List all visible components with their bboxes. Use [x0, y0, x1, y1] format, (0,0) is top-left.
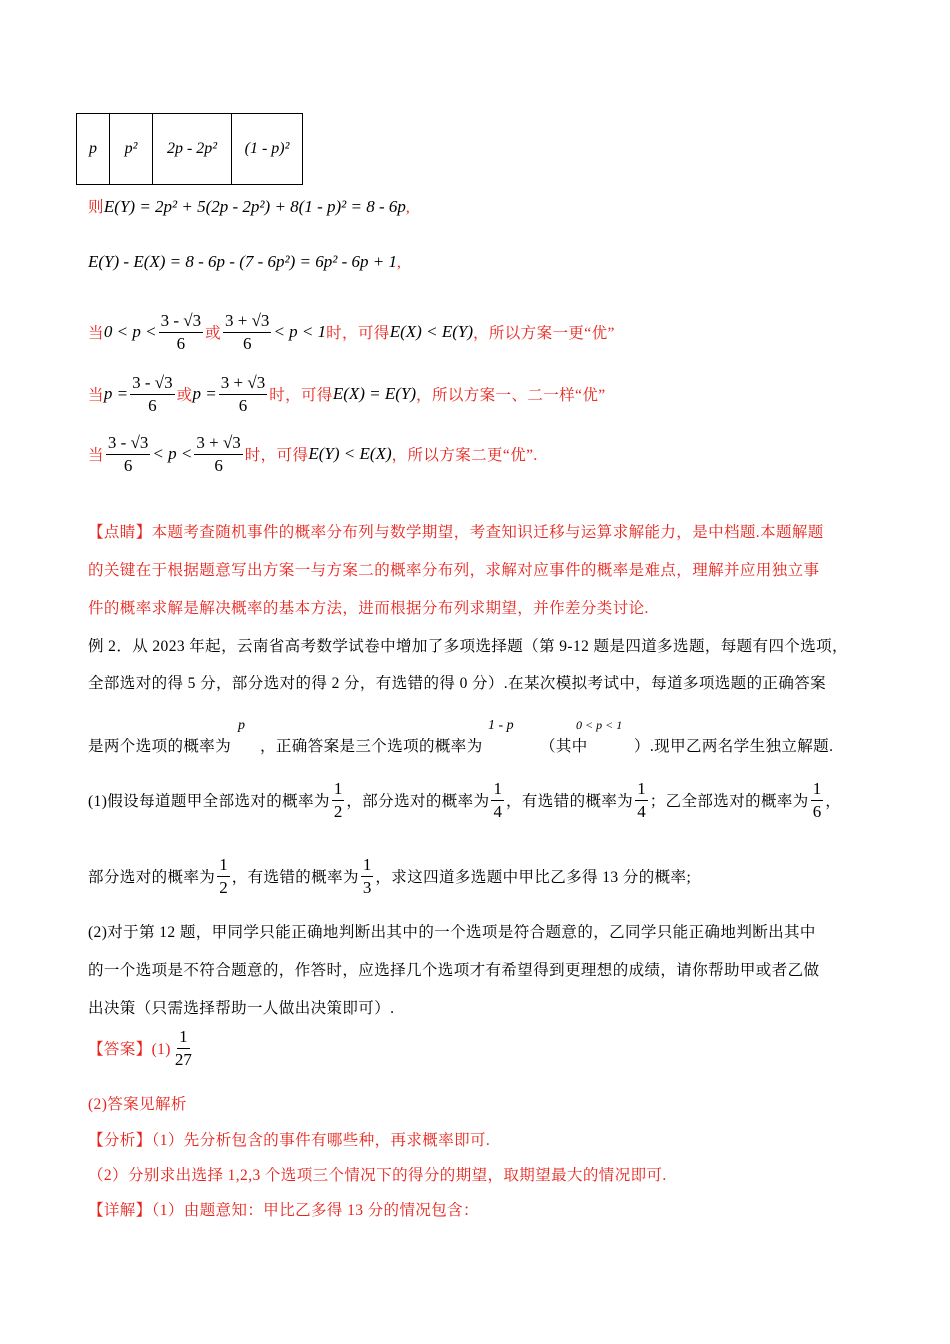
text-q1-line2-c: ，求这四道多选题中甲比乙多得 13 分的概率; — [375, 869, 692, 887]
fraction-3-plus-sqrt3-over-6: $\frac{3 + √3}{6}$ — [196, 433, 241, 475]
text-dang: 当 — [88, 325, 104, 343]
answer-label: 【答案】(1) — [88, 1041, 171, 1059]
text-q1-c: ，有选错的概率为 — [505, 793, 634, 811]
fraction-1-2: $\frac{1}{2}$ — [219, 855, 228, 897]
case-two-line — [88, 374, 606, 415]
text-independent: ）.现甲乙两名学生独立解题. — [634, 738, 834, 755]
question-1-line-1 — [88, 780, 841, 821]
case-three-line — [88, 434, 538, 475]
text-ze: 则 — [88, 199, 104, 216]
formula-range-end: < p < 1 — [273, 322, 327, 342]
fraction-3-minus-sqrt3-over-6: $\frac{3 - √3}{6}$ — [132, 373, 173, 415]
expectation-y-line — [88, 195, 410, 217]
text-comma: , — [397, 254, 402, 271]
fraction-1-4: $\frac{1}{4}$ — [637, 779, 646, 821]
fraction-3-plus-sqrt3-over-6: $\frac{3 + √3}{6}$ — [220, 373, 266, 415]
text-shi-kede: 时，可得 — [269, 387, 333, 405]
case-one-line — [88, 312, 615, 353]
question-2-line-2: 的一个选项是不符合题意的，作答时，应选择几个选项才有希望得到更理想的成绩，请你帮助甲或者乙做 — [88, 962, 820, 979]
answer-line — [88, 1028, 196, 1069]
example-line-3 — [88, 718, 858, 758]
comment-line-3: 件的概率求解是解决概率的基本方法，进而根据分布列求期望，并作差分类讨论. — [88, 600, 649, 617]
table-cell: p — [77, 114, 110, 185]
table-cell: p² — [110, 114, 153, 185]
detail-line-1: 【详解】（1）由题意知：甲比乙多得 13 分的情况包含： — [88, 1202, 479, 1219]
formula-ey-minus-ex: E(Y) - E(X) = 8 - 6p - (7 - 6p²) = 6p² - 6p + 1 — [88, 252, 397, 271]
answer-part-2: (2)答案见解析 — [88, 1096, 187, 1113]
table-row — [77, 114, 303, 185]
text-conclusion: ，所以方案一、二一样“优” — [416, 387, 606, 405]
formula-ey: E(Y) = 2p² + 5(2p - 2p²) + 8(1 - p)² = 8 - 6p — [103, 197, 406, 216]
table-cell: (1 - p)² — [232, 114, 303, 185]
formula-range-start: 0 < p < — [103, 322, 157, 342]
table-cell: 2p - 2p² — [153, 114, 232, 185]
text-where: （其中 — [540, 738, 588, 755]
distribution-table — [76, 113, 303, 185]
formula-range-mid: < p < — [152, 444, 193, 464]
analysis-line-2: （2）分别求出选择 1,2,3 个选项三个情况下的得分的期望，取期望最大的情况即可. — [88, 1167, 667, 1184]
fraction-3-minus-sqrt3-over-6: $\frac{3 - √3}{6}$ — [107, 433, 149, 475]
question-2-line-3: 出决策（只需选择帮助一人做出决策即可）. — [88, 1000, 395, 1017]
text-dang: 当 — [88, 387, 104, 405]
text-shi-kede: 时，可得 — [244, 447, 309, 465]
formula-p-eq: p = — [192, 384, 217, 404]
text-q1-a: (1)假设每道题甲全部选对的概率为 — [88, 793, 330, 811]
text-q1-b: ，部分选对的概率为 — [346, 793, 490, 811]
fraction-1-2: $\frac{1}{2}$ — [333, 779, 343, 821]
text-or: 或 — [205, 325, 222, 343]
text-q1-d: ；乙全部选对的概率为 — [649, 793, 809, 811]
text-or: 或 — [176, 387, 193, 405]
fraction-1-6: $\frac{1}{6}$ — [812, 779, 822, 821]
var-p: p — [238, 718, 245, 733]
text-three-options: ，正确答案是三个选项的概率为 — [260, 738, 483, 755]
text-comma: , — [405, 199, 411, 216]
condition-p: 0 < p < 1 — [576, 718, 623, 732]
formula-ex-lt-ey: E(X) < E(Y) — [389, 322, 473, 342]
text-two-options: 是两个选项的概率为 — [88, 738, 232, 755]
question-1-line-2 — [88, 856, 691, 897]
formula-p-eq: p = — [103, 384, 129, 404]
fraction-1-27: $\frac{1}{27}$ — [174, 1027, 192, 1069]
text-dang: 当 — [88, 447, 104, 465]
text-shi-kede: 时，可得 — [326, 325, 390, 343]
text-q1-line2-a: 部分选对的概率为 — [88, 869, 216, 887]
fraction-1-3: $\frac{1}{3}$ — [362, 855, 372, 897]
analysis-line-1: 【分析】（1）先分析包含的事件有哪些种，再求概率即可. — [88, 1132, 491, 1149]
text-conclusion: ，所以方案一更“优” — [472, 325, 615, 343]
fraction-1-4: $\frac{1}{4}$ — [493, 779, 502, 821]
formula-ey-lt-ex: E(Y) < E(X) — [308, 444, 392, 464]
example-line-1: 例 2．从 2023 年起，云南省高考数学试卷中增加了多项选择题（第 9-12 题是四道多选题，每题有四个选项， — [88, 638, 848, 655]
comment-line-1: 【点睛】本题考查随机事件的概率分布列与数学期望，考查知识迁移与运算求解能力，是中档题.本题解题 — [88, 524, 824, 541]
formula-ex-eq-ey: E(X) = E(Y) — [332, 384, 417, 404]
expectation-diff-line — [88, 252, 401, 272]
example-line-2: 全部选对的得 5 分，部分选对的得 2 分，有选错的得 0 分）.在某次模拟考试中，每道多项选题的正确答案 — [88, 675, 827, 692]
fraction-3-plus-sqrt3-over-6: $\frac{3 + √3}{6}$ — [225, 311, 270, 353]
question-2-line-1: (2)对于第 12 题，甲同学只能正确地判断出其中的一个选项是符合题意的，乙同学只能正确地判断出其中 — [88, 924, 816, 941]
fraction-3-minus-sqrt3-over-6: $\frac{3 - √3}{6}$ — [160, 311, 202, 353]
comment-line-2: 的关键在于根据题意写出方案一与方案二的概率分布列，求解对应事件的概率是难点，理解并应用独立事 — [88, 562, 820, 579]
text-q1-e: ， — [825, 793, 842, 811]
var-1-minus-p: 1 - p — [488, 718, 514, 733]
text-q1-line2-b: ，有选错的概率为 — [231, 869, 359, 887]
text-conclusion: ，所以方案二更“优”. — [391, 447, 538, 465]
